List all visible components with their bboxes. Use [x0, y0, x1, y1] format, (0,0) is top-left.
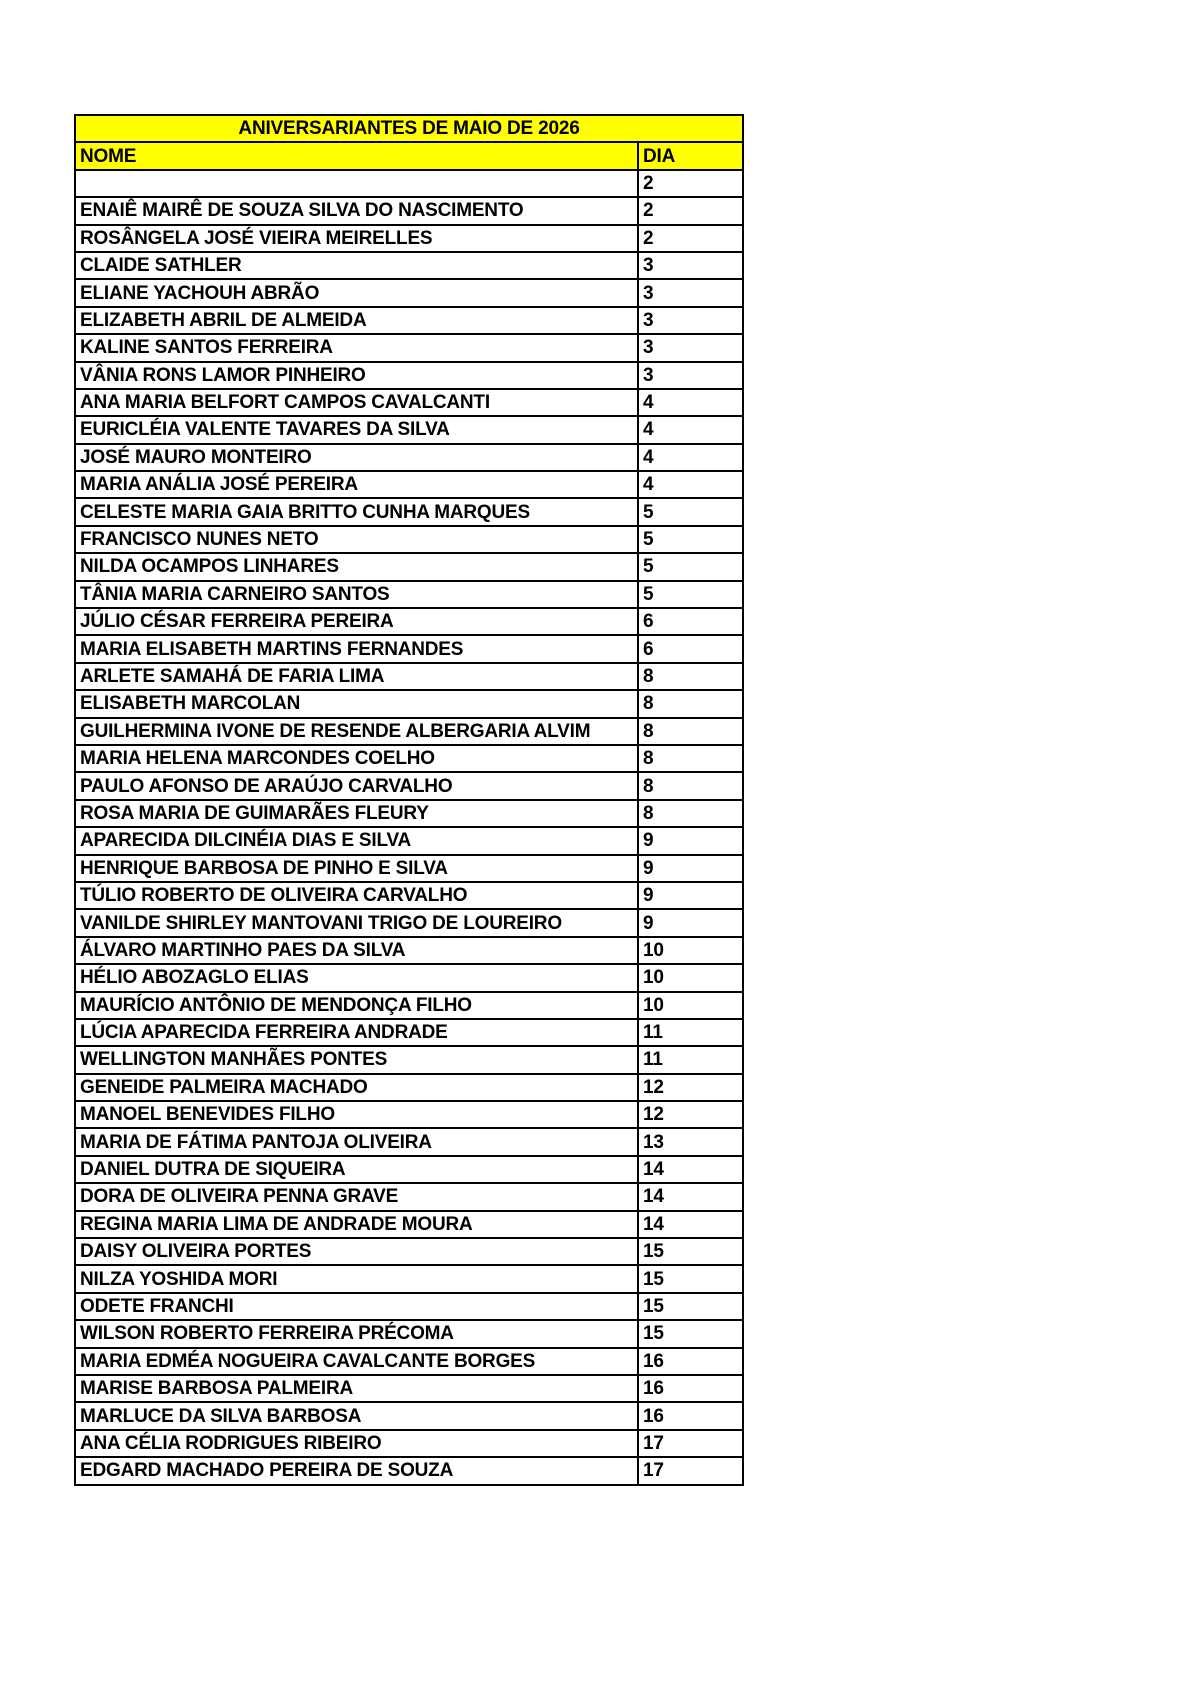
name-cell: PAULO AFONSO DE ARAÚJO CARVALHO: [75, 772, 638, 799]
day-cell: 5: [638, 553, 743, 580]
table-row: [75, 608, 743, 635]
day-cell: 14: [638, 1211, 743, 1238]
day-cell: 6: [638, 635, 743, 662]
day-cell: 3: [638, 252, 743, 279]
table-row: [75, 772, 743, 799]
day-cell: 10: [638, 937, 743, 964]
name-cell: EDGARD MACHADO PEREIRA DE SOUZA: [75, 1457, 638, 1484]
table-row: [75, 444, 743, 471]
name-cell: HENRIQUE BARBOSA DE PINHO E SILVA: [75, 855, 638, 882]
name-cell: MARIA DE FÁTIMA PANTOJA OLIVEIRA: [75, 1128, 638, 1155]
table-row: [75, 937, 743, 964]
name-cell: VANILDE SHIRLEY MANTOVANI TRIGO DE LOUREIRO: [75, 909, 638, 936]
birthday-table: [74, 114, 744, 1486]
header-row: [75, 142, 743, 169]
name-cell: MARLUCE DA SILVA BARBOSA: [75, 1402, 638, 1429]
table-row: [75, 1293, 743, 1320]
name-cell: APARECIDA DILCINÉIA DIAS E SILVA: [75, 827, 638, 854]
day-cell: 5: [638, 526, 743, 553]
table-row: [75, 1046, 743, 1073]
table-row: [75, 1156, 743, 1183]
name-cell: DAISY OLIVEIRA PORTES: [75, 1238, 638, 1265]
table-row: [75, 1402, 743, 1429]
day-cell: 15: [638, 1293, 743, 1320]
table-row: [75, 718, 743, 745]
day-cell: 13: [638, 1128, 743, 1155]
day-cell: 9: [638, 882, 743, 909]
day-cell: 9: [638, 827, 743, 854]
day-cell: 4: [638, 389, 743, 416]
name-cell: MARIA EDMÉA NOGUEIRA CAVALCANTE BORGES: [75, 1348, 638, 1375]
name-cell: EURICLÉIA VALENTE TAVARES DA SILVA: [75, 416, 638, 443]
name-cell: TÚLIO ROBERTO DE OLIVEIRA CARVALHO: [75, 882, 638, 909]
day-cell: 10: [638, 992, 743, 1019]
table-row: [75, 964, 743, 991]
day-cell: 3: [638, 279, 743, 306]
name-cell: TÂNIA MARIA CARNEIRO SANTOS: [75, 581, 638, 608]
name-cell: GENEIDE PALMEIRA MACHADO: [75, 1074, 638, 1101]
name-cell: MARISE BARBOSA PALMEIRA: [75, 1375, 638, 1402]
table-body: [75, 115, 743, 1485]
day-cell: 4: [638, 444, 743, 471]
day-cell: 9: [638, 909, 743, 936]
name-cell: NILDA OCAMPOS LINHARES: [75, 553, 638, 580]
table-row: [75, 827, 743, 854]
table-row: [75, 1101, 743, 1128]
name-cell: ÁLVARO MARTINHO PAES DA SILVA: [75, 937, 638, 964]
name-cell: ELISABETH MARCOLAN: [75, 690, 638, 717]
table-row: [75, 362, 743, 389]
name-cell: ELIZABETH ABRIL DE ALMEIDA: [75, 307, 638, 334]
name-cell: NILZA YOSHIDA MORI: [75, 1265, 638, 1292]
day-cell: 15: [638, 1265, 743, 1292]
name-cell: ROSA MARIA DE GUIMARÃES FLEURY: [75, 800, 638, 827]
day-cell: 8: [638, 800, 743, 827]
name-cell: CELESTE MARIA GAIA BRITTO CUNHA MARQUES: [75, 498, 638, 525]
day-cell: 4: [638, 416, 743, 443]
table-row: [75, 1183, 743, 1210]
table-row: [75, 1019, 743, 1046]
table-row: [75, 526, 743, 553]
day-cell: 6: [638, 608, 743, 635]
table-row: [75, 1430, 743, 1457]
name-cell: DANIEL DUTRA DE SIQUEIRA: [75, 1156, 638, 1183]
name-cell: MARIA ELISABETH MARTINS FERNANDES: [75, 635, 638, 662]
name-cell: ENAIÊ MAIRÊ DE SOUZA SILVA DO NASCIMENTO: [75, 197, 638, 224]
day-cell: 9: [638, 855, 743, 882]
table-row: [75, 1320, 743, 1347]
day-cell: 11: [638, 1046, 743, 1073]
table-row: [75, 882, 743, 909]
day-cell: 11: [638, 1019, 743, 1046]
name-cell: MAURÍCIO ANTÔNIO DE MENDONÇA FILHO: [75, 992, 638, 1019]
day-cell: 8: [638, 772, 743, 799]
table-row: [75, 909, 743, 936]
day-cell: 15: [638, 1320, 743, 1347]
name-cell: [75, 170, 638, 197]
name-cell: ANA CÉLIA RODRIGUES RIBEIRO: [75, 1430, 638, 1457]
name-cell: WILSON ROBERTO FERREIRA PRÉCOMA: [75, 1320, 638, 1347]
title-row: [75, 115, 743, 142]
day-cell: 3: [638, 307, 743, 334]
name-cell: ARLETE SAMAHÁ DE FARIA LIMA: [75, 663, 638, 690]
table-row: [75, 663, 743, 690]
day-cell: 8: [638, 690, 743, 717]
name-cell: MARIA ANÁLIA JOSÉ PEREIRA: [75, 471, 638, 498]
day-cell: 15: [638, 1238, 743, 1265]
day-cell: 2: [638, 225, 743, 252]
name-cell: LÚCIA APARECIDA FERREIRA ANDRADE: [75, 1019, 638, 1046]
day-cell: 3: [638, 334, 743, 361]
table-row: [75, 1211, 743, 1238]
table-row: [75, 635, 743, 662]
name-cell: FRANCISCO NUNES NETO: [75, 526, 638, 553]
day-cell: 12: [638, 1101, 743, 1128]
day-cell: 10: [638, 964, 743, 991]
day-cell: 2: [638, 170, 743, 197]
day-cell: 5: [638, 498, 743, 525]
table-title: ANIVERSARIANTES DE MAIO DE 2026: [75, 115, 743, 142]
day-cell: 12: [638, 1074, 743, 1101]
table-row: [75, 1457, 743, 1484]
table-row: [75, 197, 743, 224]
name-cell: JOSÉ MAURO MONTEIRO: [75, 444, 638, 471]
table-row: [75, 745, 743, 772]
table-row: [75, 553, 743, 580]
table-row: [75, 992, 743, 1019]
name-cell: HÉLIO ABOZAGLO ELIAS: [75, 964, 638, 991]
table-row: [75, 1074, 743, 1101]
day-cell: 4: [638, 471, 743, 498]
name-cell: REGINA MARIA LIMA DE ANDRADE MOURA: [75, 1211, 638, 1238]
day-cell: 14: [638, 1183, 743, 1210]
table-row: [75, 800, 743, 827]
name-cell: VÂNIA RONS LAMOR PINHEIRO: [75, 362, 638, 389]
name-cell: MANOEL BENEVIDES FILHO: [75, 1101, 638, 1128]
day-cell: 8: [638, 745, 743, 772]
table-row: [75, 334, 743, 361]
table-row: [75, 498, 743, 525]
table-row: [75, 471, 743, 498]
table-row: [75, 170, 743, 197]
name-cell: MARIA HELENA MARCONDES COELHO: [75, 745, 638, 772]
table-row: [75, 1265, 743, 1292]
day-cell: 17: [638, 1430, 743, 1457]
table-row: [75, 1348, 743, 1375]
day-cell: 17: [638, 1457, 743, 1484]
name-cell: KALINE SANTOS FERREIRA: [75, 334, 638, 361]
name-cell: ELIANE YACHOUH ABRÃO: [75, 279, 638, 306]
column-header-name: NOME: [75, 142, 638, 169]
day-cell: 5: [638, 581, 743, 608]
table-row: [75, 855, 743, 882]
name-cell: DORA DE OLIVEIRA PENNA GRAVE: [75, 1183, 638, 1210]
day-cell: 2: [638, 197, 743, 224]
table-row: [75, 252, 743, 279]
day-cell: 8: [638, 663, 743, 690]
day-cell: 3: [638, 362, 743, 389]
name-cell: ROSÂNGELA JOSÉ VIEIRA MEIRELLES: [75, 225, 638, 252]
table-row: [75, 690, 743, 717]
table-row: [75, 225, 743, 252]
day-cell: 16: [638, 1402, 743, 1429]
table-row: [75, 416, 743, 443]
table-row: [75, 1375, 743, 1402]
table-row: [75, 279, 743, 306]
table-row: [75, 581, 743, 608]
table-row: [75, 389, 743, 416]
day-cell: 14: [638, 1156, 743, 1183]
name-cell: ODETE FRANCHI: [75, 1293, 638, 1320]
name-cell: GUILHERMINA IVONE DE RESENDE ALBERGARIA ALVIM: [75, 718, 638, 745]
name-cell: WELLINGTON MANHÃES PONTES: [75, 1046, 638, 1073]
day-cell: 16: [638, 1375, 743, 1402]
table-row: [75, 1238, 743, 1265]
day-cell: 16: [638, 1348, 743, 1375]
day-cell: 8: [638, 718, 743, 745]
name-cell: CLAIDE SATHLER: [75, 252, 638, 279]
name-cell: ANA MARIA BELFORT CAMPOS CAVALCANTI: [75, 389, 638, 416]
table-row: [75, 1128, 743, 1155]
column-header-day: DIA: [638, 142, 743, 169]
table-row: [75, 307, 743, 334]
name-cell: JÚLIO CÉSAR FERREIRA PEREIRA: [75, 608, 638, 635]
